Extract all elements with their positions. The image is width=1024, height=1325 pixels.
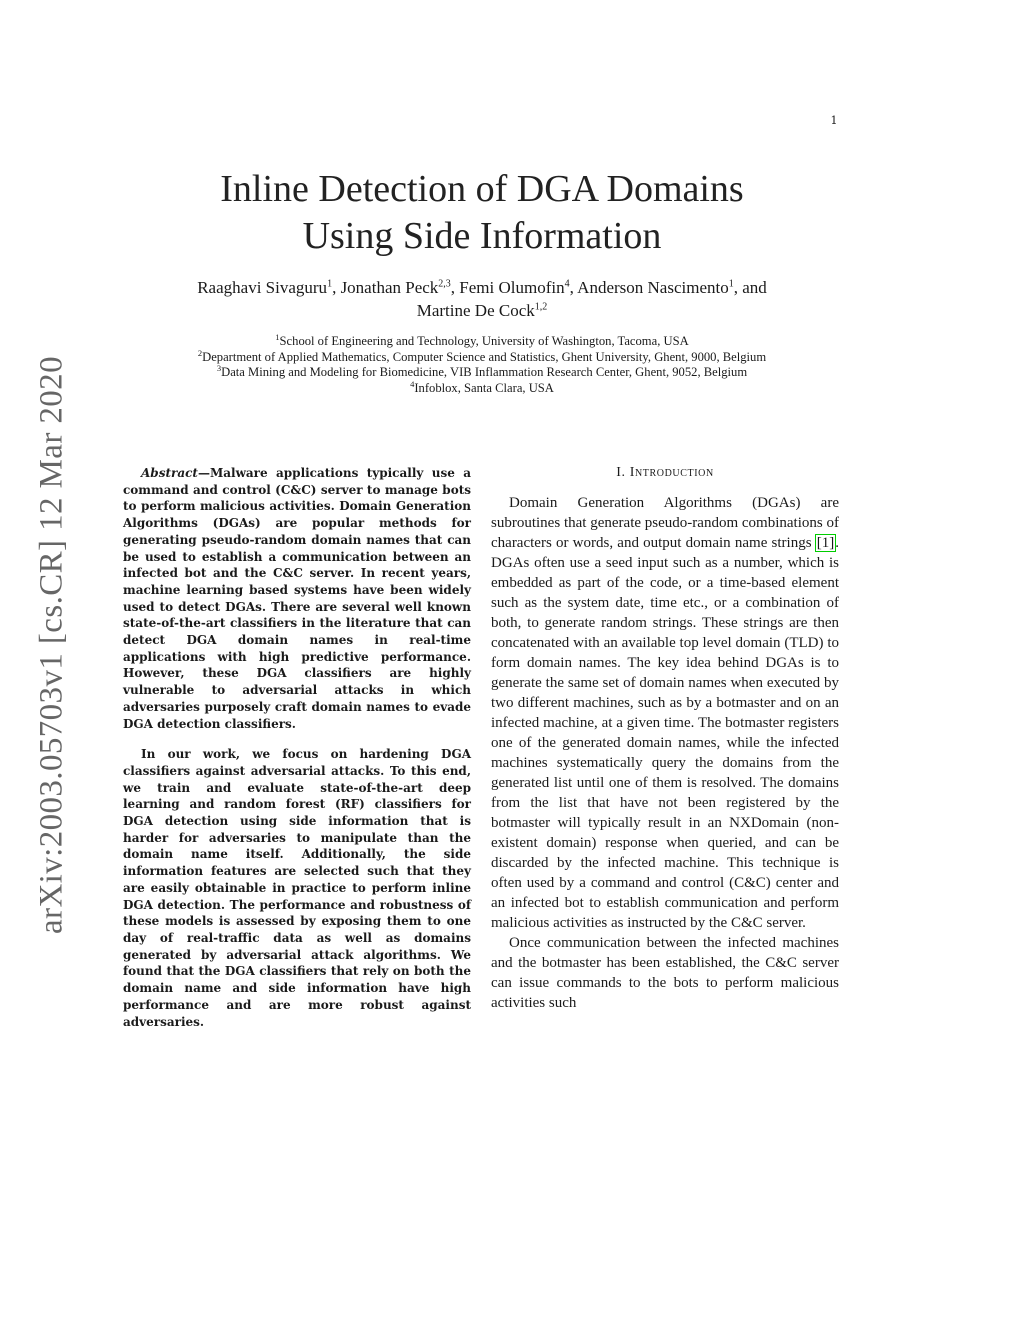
affiliation-item <box>0 347 964 366</box>
affiliation-number: 4 <box>410 378 415 389</box>
intro-paragraph-1 <box>491 493 839 933</box>
affiliation-number: 2 <box>197 347 203 358</box>
intro-paragraph-2: Once communication between the infected machines and the botmaster has been established, the C&C server can issue commands to the bots to perform malicious activities such <box>491 935 839 1011</box>
author-name: Femi Olumofin <box>459 278 565 297</box>
affiliation-list <box>0 331 964 396</box>
abstract-dash: — <box>197 466 210 480</box>
author-list <box>0 276 964 322</box>
author-separator: , <box>332 278 341 297</box>
affiliation-text: Department of Applied Mathematics, Computer Science and Statistics, Ghent University, Ghent, 9000, Belgium <box>202 349 767 364</box>
citation-link[interactable]: [1] <box>816 535 835 551</box>
abstract-label: Abstract <box>141 466 198 480</box>
section-numeral: I. <box>616 465 626 480</box>
author-name: Martine De Cock <box>416 301 535 320</box>
author-separator: , <box>450 278 460 297</box>
author-affiliation-mark: 1 <box>728 278 734 290</box>
intro-text-before-citation: Domain Generation Algorithms (DGAs) are subroutines that generate pseudo-random combinations of characters or words, and output domain name strings <box>491 495 839 551</box>
section-heading <box>491 463 839 483</box>
affiliation-text: School of Engineering and Technology, University of Washington, Tacoma, USA <box>279 334 689 348</box>
author-affiliation-mark: 1 <box>327 278 333 290</box>
arxiv-identifier: arXiv:2003.05703v1 [cs.CR] 12 Mar 2020 <box>33 356 70 934</box>
title-line-2: Using Side Information <box>302 215 662 257</box>
affiliation-text: Data Mining and Modeling for Biomedicine, VIB Inflammation Research Center, Ghent, 9052, Belgium <box>221 365 748 380</box>
author-name: Anderson Nascimento <box>577 278 729 297</box>
affiliation-item <box>0 365 964 381</box>
author-separator: , <box>569 278 578 297</box>
page-number: 1 <box>830 114 838 127</box>
affiliation-text: Infoblox, Santa Clara, USA <box>414 380 554 395</box>
intro-text-after-citation: . DGAs often use a seed input such as a number, which is embedded as part of the code, or a time-based element such as the system date, time etc., or a combination of both, to generate random strings. These strings are then concatenated with an available top level domain (TLD) to form domain names. The key idea behind DGAs is to generate the same set of domain names when executed by two different machines, such as by a botmaster and on an infected machine, at a given time. The botmaster registers one of the generated domain names, while the infected machines systematically query the domains from the generated list until one of them is resolved. The domains from the list that have not been registered by the botmaster will typically result in an NXDomain (non-existent domain) response when queried, and can be discarded by the infected machine. This technique is often used by a command and control (C&C) center and an infected bot to establish communication and perform malicious activities as instructed by the C&C server. <box>491 535 839 931</box>
affiliation-item <box>0 331 964 350</box>
author-affiliation-mark: 1,2 <box>534 301 548 313</box>
affiliation-number: 1 <box>275 331 280 342</box>
paper-title <box>0 166 964 260</box>
affiliation-item <box>0 378 964 397</box>
section-name-initial: I <box>629 465 635 480</box>
title-line-1: Inline Detection of DGA Domains <box>220 168 744 210</box>
abstract-paragraph-1 <box>123 465 471 732</box>
introduction-section <box>491 463 839 1013</box>
author-line-2 <box>0 299 964 322</box>
abstract <box>123 465 471 1030</box>
author-name: Jonathan Peck <box>340 278 439 297</box>
abstract-paragraph-2: In our work, we focus on hardening DGA classifiers against adversarial attacks. To this end, we train and evaluate state-of-the-art deep learning and random forest (RF) classifiers for DGA detection using side information that is harder for adversaries to manipulate than the domain name itself. Additionally, the side information features are selected such that they are easily obtainable in practice to perform inline DGA detection. The performance and robustness of these models is assessed by exposing them to one day of real-traffic data as well as domains generated by adversarial attack algorithms. We found that the DGA classifiers that rely on both the domain name and side information have high performance and are more robust against adversaries. <box>123 747 471 1029</box>
author-line-1 <box>0 276 964 299</box>
author-name: Raaghavi Sivaguru <box>197 278 328 297</box>
affiliation-number: 3 <box>216 363 222 373</box>
abstract-text-1: Malware applications typically use a command and control (C&C) server to manage bots to perform malicious activities. Domain Generation Algorithms (DGAs) are popular methods for generating pseudo-random domain names that can be used to establish a communication between an infected bot and the C&C server. In recent years, machine learning based systems have been widely used to detect DGAs. There are several well known state-of-the-art classifiers in the literature that can detect DGA domain names in real-time applications with high predictive performance. However, these DGA classifiers are highly vulnerable to adversarial attacks in which adversaries purposely craft domain names to evade DGA detection classifiers. <box>123 466 471 731</box>
author-affiliation-mark: 2,3 <box>438 278 451 290</box>
author-separator: , and <box>733 278 767 297</box>
section-name-rest: ntroduction <box>634 465 714 480</box>
author-affiliation-mark: 4 <box>564 278 570 290</box>
